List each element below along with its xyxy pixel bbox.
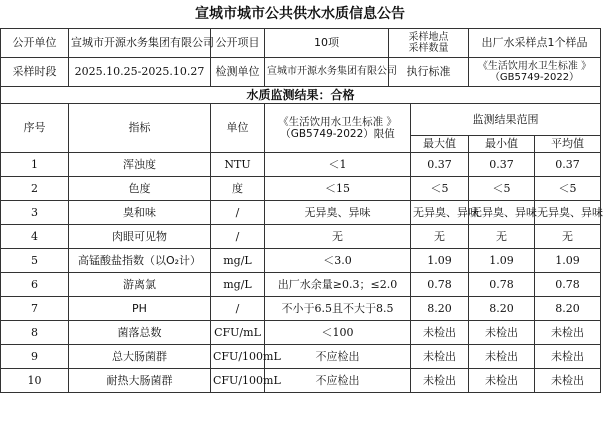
row-min: 未检出 [469, 369, 535, 393]
row-min: 8.20 [469, 297, 535, 321]
header-avg: 平均值 [535, 136, 601, 153]
row-indicator: 色度 [69, 177, 211, 201]
row-max: 未检出 [411, 321, 469, 345]
row-limit: 无异臭、异味 [265, 201, 411, 225]
row-min: 无异臭、异味 [469, 201, 535, 225]
row-indicator: 耐热大肠菌群 [69, 369, 211, 393]
item-label: 公开项目 [211, 29, 265, 58]
row-index: 2 [1, 177, 69, 201]
time-label: 采样时段 [1, 58, 69, 87]
row-unit: CFU/mL [211, 321, 265, 345]
table-row [1, 273, 601, 297]
row-index: 5 [1, 249, 69, 273]
row-min: 0.78 [469, 273, 535, 297]
table-row [1, 297, 601, 321]
row-min: ＜5 [469, 177, 535, 201]
row-min: 1.09 [469, 249, 535, 273]
row-max: ＜5 [411, 177, 469, 201]
table-row [1, 321, 601, 345]
result-title: 水质监测结果：合格 [1, 87, 601, 104]
results-table [0, 86, 601, 393]
row-max: 0.78 [411, 273, 469, 297]
standard-value: 《生活饮用水卫生标准 》 （GB5749-2022） [469, 58, 601, 87]
row-index: 1 [1, 153, 69, 177]
row-indicator: 肉眼可见物 [69, 225, 211, 249]
publisher-label: 公开单位 [1, 29, 69, 58]
row-unit: CFU/100mL [211, 369, 265, 393]
row-limit: 不小于6.5且不大于8.5 [265, 297, 411, 321]
row-indicator: 游离氯 [69, 273, 211, 297]
row-indicator: PH [69, 297, 211, 321]
row-index: 9 [1, 345, 69, 369]
row-avg: ＜5 [535, 177, 601, 201]
row-index: 3 [1, 201, 69, 225]
row-avg: 未检出 [535, 369, 601, 393]
row-unit: / [211, 201, 265, 225]
row-avg: 无异臭、异味 [535, 201, 601, 225]
table-row [1, 345, 601, 369]
row-index: 6 [1, 273, 69, 297]
row-max: 无异臭、异味 [411, 201, 469, 225]
table-row [1, 177, 601, 201]
table-row [1, 153, 601, 177]
row-limit: ＜100 [265, 321, 411, 345]
header-indicator: 指标 [69, 104, 211, 153]
row-max: 8.20 [411, 297, 469, 321]
row-indicator: 总大肠菌群 [69, 345, 211, 369]
row-index: 7 [1, 297, 69, 321]
row-indicator: 菌落总数 [69, 321, 211, 345]
row-max: 无 [411, 225, 469, 249]
table-row [1, 369, 601, 393]
row-indicator: 臭和味 [69, 201, 211, 225]
header-range: 监测结果范围 [411, 104, 601, 136]
row-unit: mg/L [211, 273, 265, 297]
row-limit: ＜3.0 [265, 249, 411, 273]
row-limit: 出厂水余量≥0.3；≤2.0 [265, 273, 411, 297]
table-row [1, 225, 601, 249]
row-unit: / [211, 225, 265, 249]
row-unit: 度 [211, 177, 265, 201]
row-limit: 不应检出 [265, 345, 411, 369]
row-avg: 无 [535, 225, 601, 249]
info-table [0, 28, 601, 87]
row-avg: 1.09 [535, 249, 601, 273]
row-indicator: 浑浊度 [69, 153, 211, 177]
site-label: 采样地点 采样数量 [389, 29, 469, 58]
row-max: 1.09 [411, 249, 469, 273]
row-avg: 8.20 [535, 297, 601, 321]
row-max: 未检出 [411, 369, 469, 393]
row-avg: 未检出 [535, 345, 601, 369]
table-row [1, 201, 601, 225]
info-row-1 [1, 29, 601, 58]
row-avg: 0.78 [535, 273, 601, 297]
row-indicator: 高锰酸盐指数（以O₂计） [69, 249, 211, 273]
header-max: 最大值 [411, 136, 469, 153]
row-min: 未检出 [469, 321, 535, 345]
row-max: 0.37 [411, 153, 469, 177]
row-min: 0.37 [469, 153, 535, 177]
row-avg: 0.37 [535, 153, 601, 177]
info-row-2 [1, 58, 601, 87]
row-index: 8 [1, 321, 69, 345]
site-value: 出厂水采样点1个样品 [469, 29, 601, 58]
item-value: 10项 [265, 29, 389, 58]
row-avg: 未检出 [535, 321, 601, 345]
row-max: 未检出 [411, 345, 469, 369]
row-min: 未检出 [469, 345, 535, 369]
row-index: 10 [1, 369, 69, 393]
row-unit: CFU/100mL [211, 345, 265, 369]
header-unit: 单位 [211, 104, 265, 153]
row-limit: 无 [265, 225, 411, 249]
publisher-value: 宣城市开源水务集团有限公司 [69, 29, 211, 58]
row-unit: mg/L [211, 249, 265, 273]
standard-label: 执行标准 [389, 58, 469, 87]
row-limit: ＜1 [265, 153, 411, 177]
page-title: 宣城市城市公共供水水质信息公告 [195, 6, 405, 22]
row-min: 无 [469, 225, 535, 249]
row-limit: 不应检出 [265, 369, 411, 393]
results-body [1, 153, 601, 393]
header-limit: 《生活饮用水卫生标准 》 （GB5749-2022）限值 [265, 104, 411, 153]
row-index: 4 [1, 225, 69, 249]
header-index: 序号 [1, 104, 69, 153]
unit-label: 检测单位 [211, 58, 265, 87]
row-unit: / [211, 297, 265, 321]
unit-value: 宣城市开源水务集团有限公司 [265, 58, 389, 87]
time-value: 2025.10.25-2025.10.27 [69, 58, 211, 87]
header-row [1, 104, 601, 136]
table-row [1, 249, 601, 273]
row-limit: ＜15 [265, 177, 411, 201]
header-min: 最小值 [469, 136, 535, 153]
row-unit: NTU [211, 153, 265, 177]
